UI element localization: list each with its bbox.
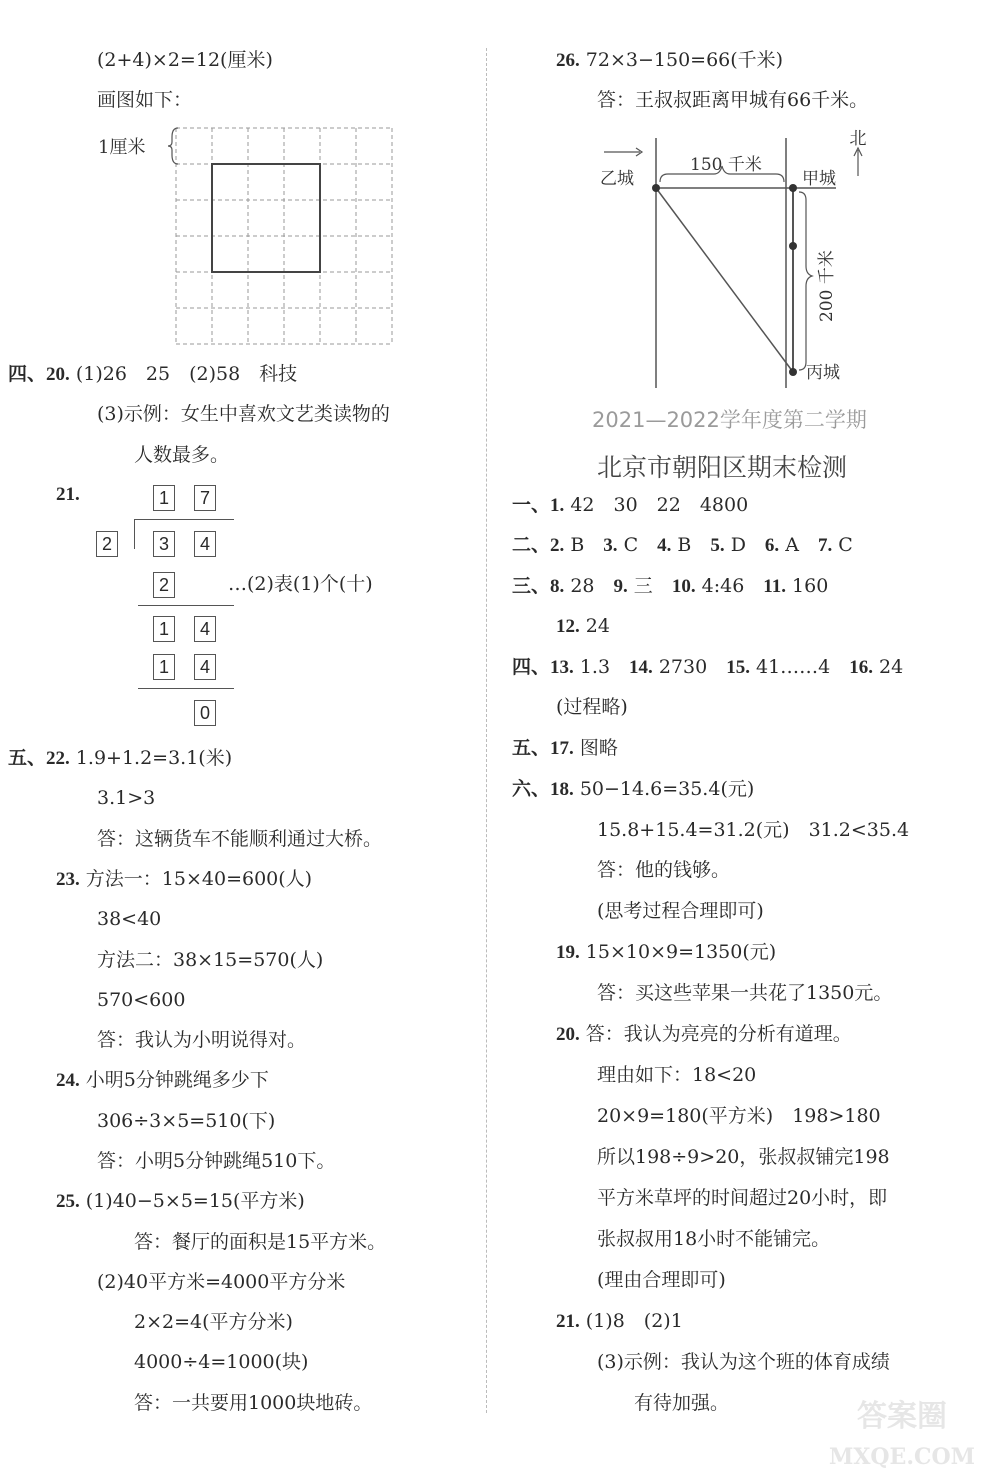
answer-text: 2730	[658, 656, 708, 678]
answer-text: 42 30 22 4800	[570, 494, 749, 516]
q25-line-e: 4000÷4=1000(块)	[134, 1351, 309, 1373]
brace-200-icon	[799, 192, 812, 370]
step-note: …(2)表(1)个(十)	[228, 573, 373, 595]
answer-text: 三	[633, 575, 653, 597]
question-number: 11.	[763, 576, 786, 597]
q20r-line-f: 张叔叔用18小时不能铺完。	[597, 1228, 831, 1250]
q21r-line-b: (3)示例：我认为这个班的体育成绩	[597, 1351, 890, 1373]
answer-text: 图略	[579, 737, 618, 759]
q24-line-c: 答：小明5分钟跳绳510下。	[97, 1150, 336, 1172]
answer-text: 41……4	[755, 656, 831, 678]
answer-text: 1.9+1.2=3.1(米)	[75, 747, 233, 769]
section-number: 二、	[512, 534, 551, 556]
section-number: 四、	[512, 656, 551, 678]
q24-line-a	[56, 1068, 269, 1093]
answer-text: 72×3−150=66(千米)	[585, 49, 784, 71]
answer-text: C	[838, 534, 853, 556]
section-number: 六、	[512, 778, 551, 800]
quotient-box: 7	[194, 485, 216, 511]
answer-text: (1)26 25 (2)58 科技	[75, 363, 298, 385]
answer-text: 小明5分钟跳绳多少下	[85, 1069, 269, 1091]
answer-text: B	[677, 534, 692, 556]
section-number: 五、	[512, 737, 551, 759]
question-number: 20.	[556, 1024, 580, 1045]
answer-text: 答：我认为亮亮的分析有道理。	[585, 1023, 852, 1045]
answer-text: 15×10×9=1350(元)	[585, 941, 777, 963]
answer-text: 160	[792, 575, 829, 597]
final-remainder-box: 0	[194, 700, 216, 726]
q20r-line-c: 20×9=180(平方米) 198>180	[597, 1105, 881, 1127]
answer-text: 24	[879, 656, 904, 678]
q20-line-a	[8, 362, 297, 387]
s3-line-b	[556, 614, 610, 639]
q20r-line-g: (理由合理即可)	[597, 1269, 726, 1291]
question-number: 22.	[46, 748, 70, 769]
product-box: 2	[153, 572, 175, 598]
question-number: 9.	[613, 576, 628, 597]
question-number: 8.	[550, 576, 565, 597]
question-number: 21.	[56, 484, 80, 505]
north-label: 北	[849, 129, 866, 149]
q18-line-b: 15.8+15.4=31.2(元) 31.2<35.4	[597, 819, 910, 841]
q22-line-c: 答：这辆货车不能顺利通过大桥。	[97, 828, 383, 850]
question-number: 16.	[849, 657, 873, 678]
q25-line-d: 2×2=4(平方分米)	[134, 1311, 293, 1333]
s3-line	[512, 574, 828, 599]
section-number: 四、	[8, 363, 47, 385]
answer-text: 28	[570, 575, 595, 597]
question-number: 20.	[46, 364, 70, 385]
q25-line-f: 答：一共要用1000块地砖。	[134, 1392, 373, 1414]
exam-term-title: 2021—2022学年度第二学期	[592, 408, 867, 432]
q25-line-b: 答：餐厅的面积是15平方米。	[134, 1231, 387, 1253]
dividend-box: 4	[194, 531, 216, 557]
q25-line-c: (2)40平方米=4000平方分米	[97, 1271, 346, 1293]
watermark-url: MXQE.COM	[828, 1444, 976, 1470]
remainder-box: 4	[194, 616, 216, 642]
city-bing-label: 丙城	[806, 363, 840, 383]
watermark-logo	[808, 1392, 988, 1472]
question-number: 3.	[603, 535, 618, 556]
answer-text: C	[623, 534, 639, 556]
answer-text: (1)8 (2)1	[585, 1310, 683, 1332]
quotient-box: 1	[153, 485, 175, 511]
answer-text: 方法一：15×40=600(人)	[85, 868, 313, 890]
section-number: 一、	[512, 494, 551, 516]
grid-scale-label: 1厘米	[98, 137, 146, 158]
division-line	[138, 688, 234, 689]
q26-line-a	[556, 48, 783, 73]
question-number: 24.	[56, 1070, 80, 1091]
q20r-line-d: 所以198÷9>20，张叔叔铺完198	[597, 1146, 890, 1168]
question-number: 6.	[764, 535, 780, 556]
question-number: 14.	[629, 657, 653, 678]
q20r-line-b: 理由如下：18<20	[597, 1064, 757, 1086]
column-divider	[486, 48, 487, 1413]
question-number: 7.	[817, 535, 833, 556]
q20-line-c: 人数最多。	[134, 444, 230, 466]
question-number: 26.	[556, 50, 580, 71]
q22-line-b: 3.1>3	[97, 787, 156, 809]
distance-150-label: 150 千米	[690, 155, 762, 175]
q20-line-b: (3)示例：女生中喜欢文艺类读物的	[97, 403, 390, 425]
draw-label-line: 画图如下：	[97, 89, 193, 111]
question-number: 10.	[671, 576, 696, 597]
exam-name-title: 北京市朝阳区期末检测	[597, 453, 848, 482]
question-number: 12.	[556, 616, 580, 637]
s4-line	[512, 655, 903, 680]
division-bracket	[134, 519, 135, 549]
answer-text: 24	[585, 615, 610, 637]
question-number: 1.	[550, 495, 565, 516]
question-number: 18.	[550, 779, 574, 800]
division-bar	[134, 519, 234, 520]
remainder-box: 1	[153, 616, 175, 642]
q18-line-c: 答：他的钱够。	[597, 859, 731, 881]
answer-text: D	[730, 534, 746, 556]
watermark-text: 答案圈	[857, 1399, 947, 1434]
city-jia-label: 甲城	[802, 169, 836, 189]
s2-line	[512, 533, 853, 558]
q23-line-b: 38<40	[97, 908, 162, 930]
question-number: 19.	[556, 942, 580, 963]
question-number: 17.	[550, 738, 574, 759]
q22-line-a	[8, 746, 232, 771]
q21r-line-a	[556, 1309, 683, 1334]
q26-line-b: 答：王叔叔距离甲城有66千米。	[597, 89, 869, 111]
section-number: 三、	[512, 575, 551, 597]
q23-line-a	[56, 867, 312, 892]
city-map-diagram	[596, 126, 866, 392]
answer-text: 4:46	[701, 575, 745, 597]
answer-text: A	[785, 534, 799, 556]
question-number: 25.	[56, 1191, 80, 1212]
s5-line	[512, 736, 618, 761]
dividend-box: 3	[153, 531, 175, 557]
answer-text: (1)40−5×5=15(平方米)	[85, 1190, 305, 1212]
q24-line-b: 306÷3×5=510(下)	[97, 1110, 276, 1132]
q21r-line-c: 有待加强。	[634, 1392, 730, 1414]
q19-line-a	[556, 940, 776, 965]
section-number: 五、	[8, 747, 47, 769]
division-line	[138, 605, 234, 606]
product-box: 4	[194, 654, 216, 680]
q23-line-c: 方法二：38×15=570(人)	[97, 949, 324, 971]
question-number: 5.	[710, 535, 725, 556]
q25-line-a	[56, 1189, 305, 1214]
q23-line-d: 570<600	[97, 989, 186, 1011]
question-number: 23.	[56, 869, 80, 890]
answer-text: 50−14.6=35.4(元)	[579, 778, 755, 800]
question-number: 4.	[657, 535, 672, 556]
question-number: 13.	[550, 657, 574, 678]
q20r-line-a	[556, 1022, 852, 1047]
s4-note: (过程略)	[556, 696, 628, 718]
s1-line	[512, 493, 748, 518]
q20r-line-e: 平方米草坪的时间超过20小时，即	[597, 1187, 888, 1209]
divisor-box: 2	[96, 531, 118, 557]
product-box: 1	[153, 654, 175, 680]
q18-line-a	[512, 777, 754, 802]
grid-drawing	[96, 122, 406, 354]
distance-200-label: 200 千米	[817, 250, 837, 322]
q18-line-d: (思考过程合理即可)	[597, 900, 764, 922]
q23-line-e: 答：我认为小明说得对。	[97, 1029, 307, 1051]
question-number: 15.	[726, 657, 750, 678]
q19-line-b: 答：买这些苹果一共花了1350元。	[597, 982, 893, 1004]
city-yi-label: 乙城	[600, 169, 634, 189]
answer-text: 1.3	[579, 656, 611, 678]
drawn-square	[212, 164, 320, 272]
question-number: 21.	[556, 1311, 580, 1332]
answer-text: B	[570, 534, 585, 556]
question-number: 2.	[550, 535, 565, 556]
calc-perimeter-line: (2+4)×2=12(厘米)	[97, 49, 273, 71]
